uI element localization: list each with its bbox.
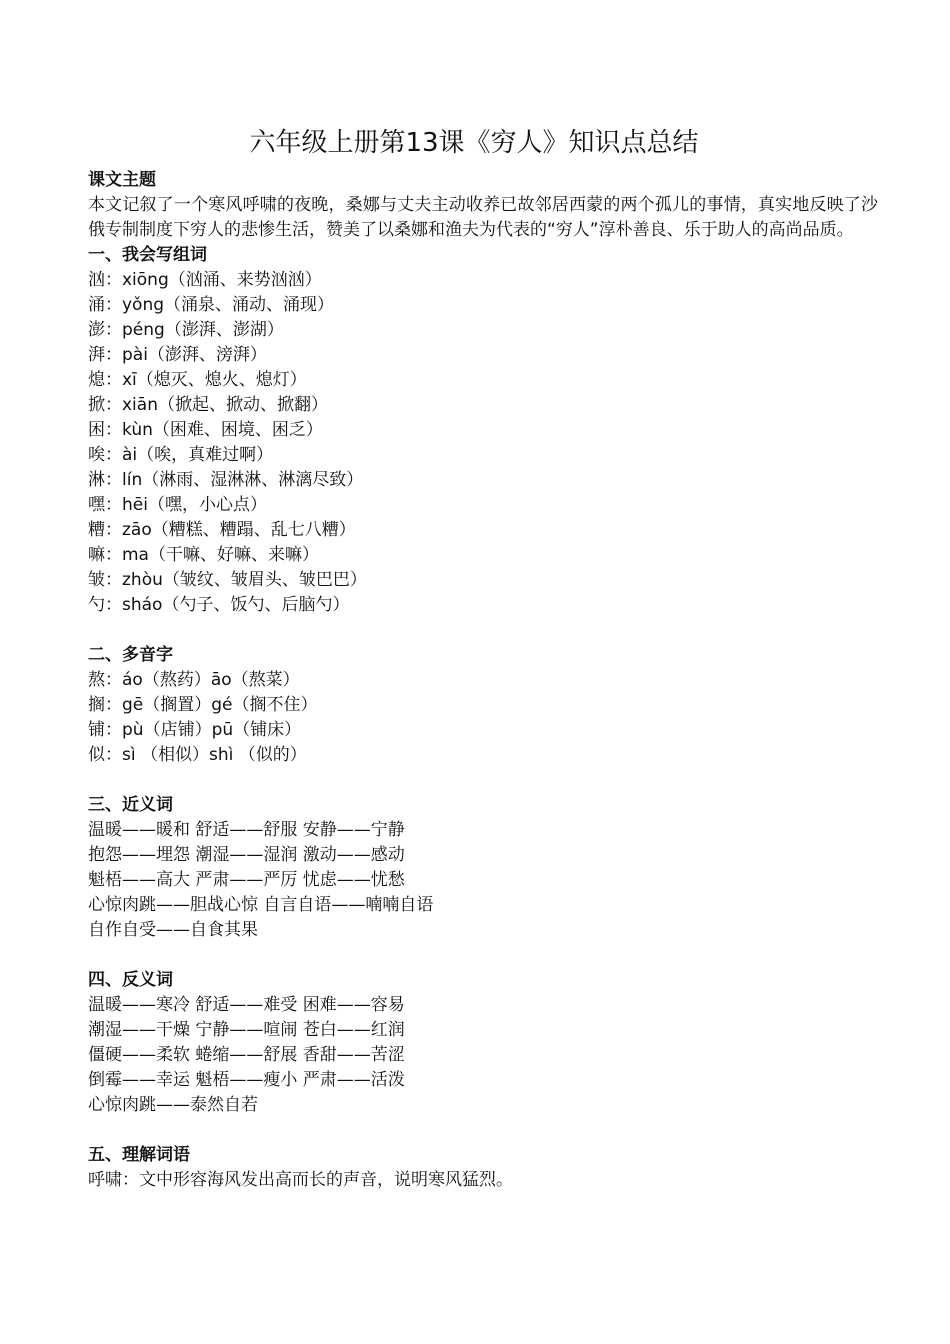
list-item: 汹：xiōng（汹涌、来势汹汹） xyxy=(88,270,322,290)
section-heading-polyphones: 二、多音字 xyxy=(88,645,173,665)
list-item: 熬：áo（熬药）āo（熬菜） xyxy=(88,670,300,690)
section-heading-definitions: 五、理解词语 xyxy=(88,1145,190,1165)
page-title: 六年级上册第13课《穷人》知识点总结 xyxy=(249,128,699,158)
list-item: 糟：zāo（糟糕、糟蹋、乱七八糟） xyxy=(88,520,356,540)
list-item: 自作自受——自食其果 xyxy=(88,920,258,940)
list-item: 抱怨——埋怨 潮湿——湿润 激动——感动 xyxy=(88,845,405,865)
list-item: 温暖——寒冷 舒适——难受 困难——容易 xyxy=(88,995,405,1015)
list-item: 涌：yǒng（涌泉、涌动、涌现） xyxy=(88,295,335,315)
section-spacer xyxy=(88,768,878,793)
list-item: 潮湿——干燥 宁静——喧闹 苍白——红润 xyxy=(88,1020,405,1040)
list-item: 似：sì （相似）shì （似的） xyxy=(88,745,307,765)
section-spacer xyxy=(88,1118,878,1143)
list-item: 嘛：ma（干嘛、好嘛、来嘛） xyxy=(88,545,319,565)
section-spacer xyxy=(88,943,878,968)
list-item: 唉：ài（唉，真难过啊） xyxy=(88,445,274,465)
list-item: 倒霉——幸运 魁梧——瘦小 严肃——活泼 xyxy=(88,1070,405,1090)
list-item: 澎：péng（澎湃、澎湖） xyxy=(88,320,284,340)
list-item: 熄：xī（熄灭、熄火、熄灯） xyxy=(88,370,307,390)
word-list-definitions xyxy=(88,1168,878,1193)
list-item: 温暖——暖和 舒适——舒服 安静——宁静 xyxy=(88,820,405,840)
list-item: 呼啸：文中形容海风发出高而长的声音，说明寒风猛烈。 xyxy=(88,1170,513,1190)
list-item: 魁梧——高大 严肃——严厉 忧虑——忧愁 xyxy=(88,870,405,890)
section-heading-synonyms: 三、近义词 xyxy=(88,795,173,815)
word-list-synonyms xyxy=(88,818,878,943)
word-list-antonyms xyxy=(88,993,878,1118)
list-item: 心惊肉跳——泰然自若 xyxy=(88,1095,258,1115)
document-page xyxy=(88,122,878,1193)
list-item: 心惊肉跳——胆战心惊 自言自语——喃喃自语 xyxy=(88,895,434,915)
list-item: 淋：lín（淋雨、湿淋淋、淋漓尽致） xyxy=(88,470,364,490)
word-list-polyphones xyxy=(88,668,878,768)
section-heading-antonyms: 四、反义词 xyxy=(88,970,173,990)
theme-heading: 课文主题 xyxy=(88,170,156,190)
word-list-writing xyxy=(88,268,878,618)
list-item: 僵硬——柔软 蜷缩——舒展 香甜——苦涩 xyxy=(88,1045,405,1065)
list-item: 皱：zhòu（皱纹、皱眉头、皱巴巴） xyxy=(88,570,367,590)
list-item: 铺：pù（店铺）pū（铺床） xyxy=(88,720,302,740)
list-item: 掀：xiān（掀起、掀动、掀翻） xyxy=(88,395,328,415)
section-heading-writing: 一、我会写组词 xyxy=(88,245,207,265)
list-item: 嘿：hēi（嘿，小心点） xyxy=(88,495,267,515)
list-item: 湃：pài（澎湃、滂湃） xyxy=(88,345,267,365)
list-item: 勺：sháo（勺子、饭勺、后脑勺） xyxy=(88,595,350,615)
theme-paragraph: 本文记叙了一个寒风呼啸的夜晚，桑娜与丈夫主动收养已故邻居西蒙的两个孤儿的事情，真实地反映了沙俄专制制度下穷人的悲惨生活，赞美了以桑娜和渔夫为代表的“穷人”淳朴善良、乐于助人的高尚品质。 xyxy=(88,195,878,240)
list-item: 搁：gē（搁置）gé（搁不住） xyxy=(88,695,318,715)
list-item: 困：kùn（困难、困境、困乏） xyxy=(88,420,323,440)
section-spacer xyxy=(88,618,878,643)
